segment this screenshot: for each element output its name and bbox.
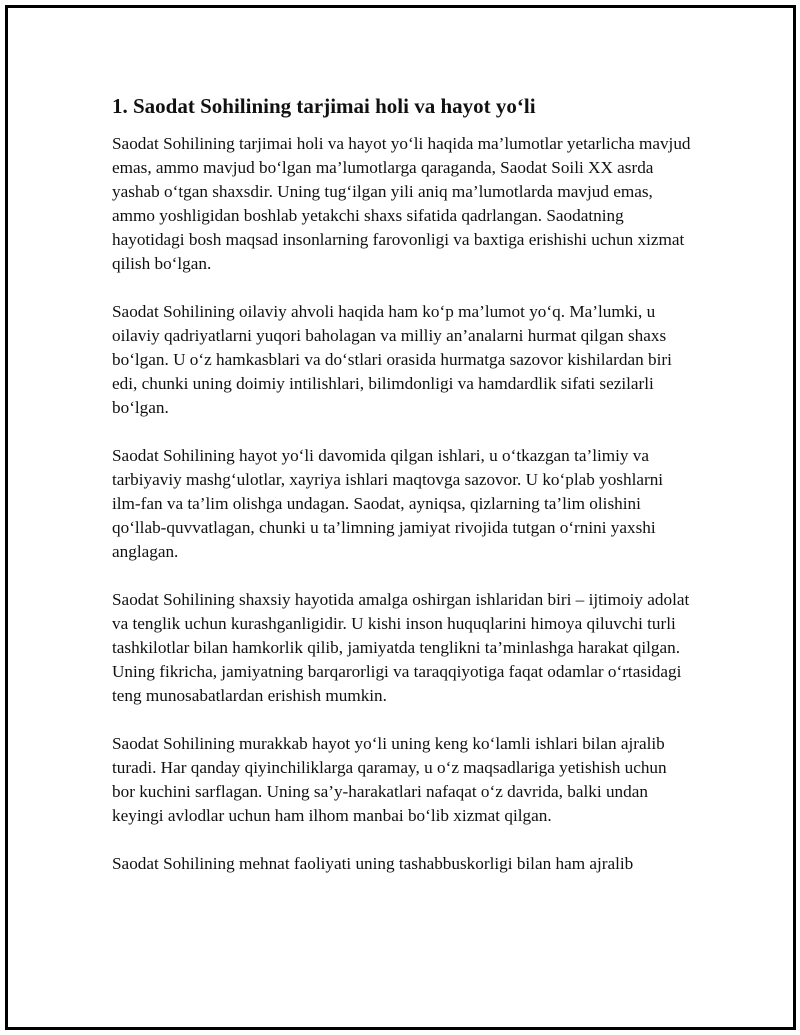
paragraph-6: Saodat Sohilining mehnat faoliyati uning tashabbuskorligi bilan ham ajralib [112, 854, 634, 873]
section-heading: 1. Saodat Sohilining tarjimai holi va hayot yo‘li [112, 94, 536, 118]
paragraph-3: Saodat Sohilining hayot yo‘li davomida qilgan ishlari, u o‘tkazgan ta’limiy va tarbiyaviy mashg‘ulotlar, xayriya ishlari maqtovga sazovor. U ko‘plab yoshlarni ilm-fan va ta’lim olishga undagan. Saodat, ayniqsa, qizlarning ta’lim olishini qo‘llab-quvvatlagan, chunki u ta’limning jamiyat rivojida tutgan o‘rnini yaxshi anglagan. [112, 446, 664, 561]
paragraph-4: Saodat Sohilining shaxsiy hayotida amalga oshirgan ishlaridan biri – ijtimoiy adolat va tenglik uchun kurashganligidir. U kishi inson huquqlarini himoya qiluvchi turli tashkilotlar bilan hamkorlik qilib, jamiyatda tenglikni ta’minlashga harakat qilgan. Uning fikricha, jamiyatning barqarorligi va taraqqiyotiga faqat odamlar o‘rtasidagi teng munosabatlardan erishish mumkin. [112, 590, 690, 705]
paragraph-5: Saodat Sohilining murakkab hayot yo‘li uning keng ko‘lamli ishlari bilan ajralib turadi. Har qanday qiyinchiliklarga qaramay, u o‘z maqsadlariga yetishish uchun bor kuchini sarflagan. Uning sa’y-harakatlari nafaqat o‘z davrida, balki undan keyingi avlodlar uchun ham ilhom manbai bo‘lib xizmat qilgan. [112, 734, 667, 825]
paragraph-2: Saodat Sohilining oilaviy ahvoli haqida ham ko‘p ma’lumot yo‘q. Ma’lumki, u oilaviy qadriyatlarni yuqori baholagan va milliy an’analarni hurmat qilgan shaxs bo‘lgan. U o‘z hamkasblari va do‘stlari orasida hurmatga sazovor kishilardan biri edi, chunki uning doimiy intilishlari, bilimdonligi va hamdardlik sifati sezilarli bo‘lgan. [112, 302, 672, 417]
paragraph-1: Saodat Sohilining tarjimai holi va hayot yo‘li haqida ma’lumotlar yetarlicha mavjud emas, ammo mavjud bo‘lgan ma’lumotlarga qaraganda, Saodat Soili XX asrda yashab o‘tgan shaxsdir. Uning tug‘ilgan yili aniq ma’lumotlarda mavjud emas, ammo yoshligidan boshlab yetakchi shaxs sifatida qadrlangan. Saodatning hayotidagi bosh maqsad insonlarning farovonligi va baxtiga erishishi uchun xizmat qilish bo‘lgan. [112, 134, 691, 273]
document-body [112, 92, 692, 900]
